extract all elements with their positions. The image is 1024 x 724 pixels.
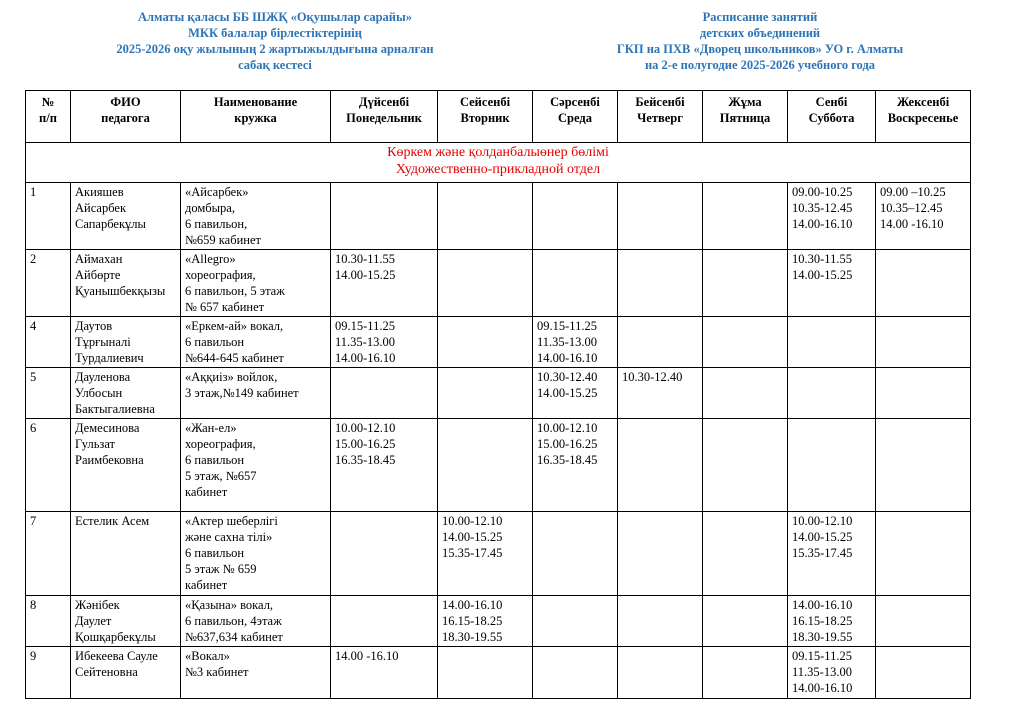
cell-text: Гульзат [75, 437, 116, 451]
cell-text: 09.15-11.25 [335, 319, 395, 333]
cell-text: Қуанышбекқызы [75, 284, 166, 298]
schedule-thursday [618, 250, 703, 317]
schedule-thursday [618, 368, 703, 419]
schedule-monday [331, 250, 438, 317]
row-number: 8 [26, 596, 71, 647]
schedule-sunday [876, 419, 971, 512]
cell-text: 10.30-11.55 [792, 252, 852, 266]
table-row [26, 647, 971, 699]
club-name [181, 419, 331, 512]
schedule-monday [331, 368, 438, 419]
cell-text: 09.15-11.25 [537, 319, 597, 333]
header-label: Вторник [460, 111, 510, 125]
schedule-friday [703, 596, 788, 647]
schedule-sunday [876, 647, 971, 699]
cell-text: 14.00-15.25 [335, 268, 396, 282]
cell-text: Демесинова [75, 421, 140, 435]
cell-text: Тұрғыналі [75, 335, 131, 349]
cell-text: 16.15-18.25 [442, 614, 503, 628]
header-kazakh [75, 9, 475, 73]
cell-text: «Аққиіз» войлок, [185, 370, 278, 384]
schedule-monday [331, 512, 438, 596]
schedule-thursday [618, 317, 703, 368]
cell-text: 18.30-19.55 [792, 630, 853, 644]
cell-text: 5 этаж, №657 [185, 469, 257, 483]
header-label: Сенбі [815, 95, 848, 109]
schedule-sunday [876, 250, 971, 317]
cell-text: 10.30-11.55 [335, 252, 395, 266]
cell-text: 11.35-13.00 [335, 335, 395, 349]
header-line: Расписание занятий [702, 10, 818, 24]
header-line: Алматы қаласы ББ ШЖҚ «Оқушылар сарайы» [137, 10, 413, 24]
header-label: кружка [234, 111, 277, 125]
schedule-monday [331, 317, 438, 368]
cell-text: 10.00-12.10 [537, 421, 598, 435]
col-monday-header [331, 91, 438, 143]
club-name [181, 183, 331, 250]
header-label: п/п [39, 111, 57, 125]
header-label: Понедельник [346, 111, 422, 125]
schedule-saturday [788, 250, 876, 317]
cell-text: 14.00 -16.10 [335, 649, 399, 663]
schedule-wednesday [533, 647, 618, 699]
cell-text: Сапарбекұлы [75, 217, 146, 231]
cell-text: №659 кабинет [185, 233, 261, 247]
teacher-name [71, 250, 181, 317]
schedule-wednesday [533, 250, 618, 317]
schedule-wednesday [533, 596, 618, 647]
cell-text: Аймахан [75, 252, 123, 266]
schedule-saturday [788, 419, 876, 512]
schedule-thursday [618, 647, 703, 699]
cell-text: кабинет [185, 485, 228, 499]
cell-text: 09.00 –10.25 [880, 185, 946, 199]
schedule-saturday [788, 596, 876, 647]
col-saturday-header [788, 91, 876, 143]
header-label: Жұма [728, 95, 762, 109]
club-name [181, 512, 331, 596]
cell-text: Айсарбек [75, 201, 127, 215]
schedule-table [25, 90, 971, 699]
schedule-sunday [876, 512, 971, 596]
cell-text: 15.00-16.25 [537, 437, 598, 451]
schedule-wednesday [533, 183, 618, 250]
club-name [181, 368, 331, 419]
cell-text: Жәнібек [75, 598, 120, 612]
col-number-header [26, 91, 71, 143]
cell-text: 15.35-17.45 [792, 546, 853, 560]
teacher-name [71, 419, 181, 512]
cell-text: Естелик Асем [75, 514, 150, 528]
schedule-monday [331, 647, 438, 699]
schedule-tuesday [438, 419, 533, 512]
schedule-friday [703, 512, 788, 596]
cell-text: Дауленова [75, 370, 131, 384]
schedule-sunday [876, 596, 971, 647]
table-row [26, 183, 971, 250]
cell-text: домбыра, [185, 201, 235, 215]
schedule-saturday [788, 512, 876, 596]
header-label: Воскресенье [887, 111, 959, 125]
header-label: Пятница [719, 111, 771, 125]
cell-text: 6 павильон, 5 этаж [185, 284, 285, 298]
header-label: Суббота [808, 111, 855, 125]
header-label: № [41, 95, 55, 109]
schedule-thursday [618, 419, 703, 512]
cell-text: 16.35-18.45 [335, 453, 396, 467]
row-number: 4 [26, 317, 71, 368]
row-number: 6 [26, 419, 71, 512]
cell-text: кабинет [185, 578, 228, 592]
header-label: ФИО [110, 95, 141, 109]
schedule-tuesday [438, 647, 533, 699]
schedule-saturday [788, 317, 876, 368]
row-number: 7 [26, 512, 71, 596]
schedule-tuesday [438, 183, 533, 250]
schedule-friday [703, 647, 788, 699]
teacher-name [71, 317, 181, 368]
cell-text: 6 павильон, 4этаж [185, 614, 282, 628]
cell-text: 3 этаж,№149 кабинет [185, 386, 299, 400]
col-friday-header [703, 91, 788, 143]
club-name [181, 250, 331, 317]
header-label: Четверг [637, 111, 683, 125]
cell-text: 14.00-16.10 [442, 598, 503, 612]
header-line: 2025-2026 оқу жылының 2 жартыжылдығына арналған [116, 42, 434, 56]
schedule-tuesday [438, 250, 533, 317]
row-number: 1 [26, 183, 71, 250]
cell-text: 6 павильон [185, 546, 245, 560]
cell-text: Улбосын [75, 386, 123, 400]
cell-text: «Жан-ел» [185, 421, 237, 435]
schedule-friday [703, 368, 788, 419]
schedule-saturday [788, 183, 876, 250]
col-sunday-header [876, 91, 971, 143]
header-label: Бейсенбі [635, 95, 685, 109]
table-row [26, 596, 971, 647]
header-line: на 2-е полугодие 2025-2026 учебного года [644, 58, 876, 72]
row-number: 5 [26, 368, 71, 419]
table-row [26, 368, 971, 419]
schedule-saturday [788, 368, 876, 419]
cell-text: және сахна тілі» [185, 530, 273, 544]
section-title-kazakh: Көркем және қолданбалыөнер бөлімі [387, 145, 609, 160]
cell-text: №637,634 кабинет [185, 630, 283, 644]
schedule-sunday [876, 317, 971, 368]
schedule-saturday [788, 647, 876, 699]
schedule-thursday [618, 183, 703, 250]
row-number: 9 [26, 647, 71, 699]
cell-text: 6 павильон, [185, 217, 248, 231]
schedule-friday [703, 317, 788, 368]
table-row [26, 250, 971, 317]
cell-text: № 657 кабинет [185, 300, 265, 314]
schedule-tuesday [438, 368, 533, 419]
header-label: Сәрсенбі [550, 95, 600, 109]
schedule-thursday [618, 512, 703, 596]
col-thursday-header [618, 91, 703, 143]
cell-text: 09.15-11.25 [792, 649, 852, 663]
schedule-wednesday [533, 317, 618, 368]
schedule-monday [331, 419, 438, 512]
schedule-sunday [876, 368, 971, 419]
header-line: сабақ кестесі [238, 58, 312, 72]
cell-text: 14.00 -16.10 [880, 217, 944, 231]
cell-text: 10.30-12.40 [622, 370, 683, 384]
cell-text: Бактыгалиевна [75, 402, 155, 416]
cell-text: 18.30-19.55 [442, 630, 503, 644]
cell-text: 14.00-15.25 [537, 386, 598, 400]
teacher-name [71, 368, 181, 419]
cell-text: №644-645 кабинет [185, 351, 284, 365]
schedule-tuesday [438, 512, 533, 596]
club-name [181, 596, 331, 647]
schedule-friday [703, 183, 788, 250]
header-line: ГКП на ПХВ «Дворец школьников» УО г. Алматы [616, 42, 904, 56]
schedule-friday [703, 250, 788, 317]
cell-text: 11.35-13.00 [792, 665, 852, 679]
cell-text: хореография, [185, 268, 256, 282]
cell-text: Ибекеева Сауле [75, 649, 158, 663]
cell-text: 10.00-12.10 [335, 421, 396, 435]
club-name [181, 647, 331, 699]
table-header-row [26, 91, 971, 143]
cell-text: 14.00-16.10 [335, 351, 396, 365]
cell-text: 16.35-18.45 [537, 453, 598, 467]
col-wednesday-header [533, 91, 618, 143]
cell-text: «Қазына» вокал, [185, 598, 274, 612]
header-label: педагога [101, 111, 150, 125]
cell-text: 10.30-12.40 [537, 370, 598, 384]
table-row [26, 419, 971, 512]
cell-text: «Актер шеберлігі [185, 514, 278, 528]
schedule-sunday [876, 183, 971, 250]
teacher-name [71, 647, 181, 699]
header-label: Наименование [213, 95, 298, 109]
schedule-wednesday [533, 512, 618, 596]
header-label: Жексенбі [896, 95, 950, 109]
cell-text: «Еркем-ай» вокал, [185, 319, 284, 333]
schedule-tuesday [438, 317, 533, 368]
cell-text: 10.35–12.45 [880, 201, 943, 215]
cell-text: «Айсарбек» [185, 185, 249, 199]
table-row [26, 512, 971, 596]
cell-text: 15.35-17.45 [442, 546, 503, 560]
col-teacher-header [71, 91, 181, 143]
header-line: детских объединений [699, 26, 821, 40]
cell-text: 14.00-15.25 [792, 268, 853, 282]
cell-text: 14.00-16.10 [792, 217, 853, 231]
schedule-friday [703, 419, 788, 512]
cell-text: Сейтеновна [75, 665, 138, 679]
cell-text: «Allegro» [185, 252, 236, 266]
cell-text: 11.35-13.00 [537, 335, 597, 349]
section-title-russian: Художественно-прикладной отдел [395, 162, 601, 177]
cell-text: Даутов [75, 319, 113, 333]
header-russian [560, 9, 960, 73]
col-tuesday-header [438, 91, 533, 143]
teacher-name [71, 512, 181, 596]
cell-text: 16.15-18.25 [792, 614, 853, 628]
cell-text: хореография, [185, 437, 256, 451]
cell-text: 09.00-10.25 [792, 185, 853, 199]
header-label: Сейсенбі [459, 95, 511, 109]
cell-text: Турдалиевич [75, 351, 144, 365]
cell-text: 10.00-12.10 [442, 514, 503, 528]
cell-text: 10.35-12.45 [792, 201, 853, 215]
cell-text: Айбөрте [75, 268, 121, 282]
cell-text: 10.00-12.10 [792, 514, 853, 528]
schedule-wednesday [533, 368, 618, 419]
cell-text: №3 кабинет [185, 665, 249, 679]
table-row [26, 317, 971, 368]
header-line: МКК балалар бірлестіктерінің [188, 26, 362, 40]
cell-text: 14.00-15.25 [792, 530, 853, 544]
cell-text: 14.00-16.10 [537, 351, 598, 365]
cell-text: Акияшев [75, 185, 124, 199]
header-label: Среда [558, 111, 592, 125]
cell-text: 6 павильон [185, 453, 245, 467]
row-number: 2 [26, 250, 71, 317]
cell-text: 14.00-15.25 [442, 530, 503, 544]
cell-text: 6 павильон [185, 335, 245, 349]
cell-text: Даулет [75, 614, 112, 628]
teacher-name [71, 596, 181, 647]
section-row [26, 143, 971, 183]
header-label: Дүйсенбі [358, 95, 410, 109]
cell-text: Қошқарбекұлы [75, 630, 156, 644]
cell-text: 5 этаж № 659 [185, 562, 257, 576]
cell-text: Раимбековна [75, 453, 144, 467]
teacher-name [71, 183, 181, 250]
schedule-monday [331, 596, 438, 647]
cell-text: 15.00-16.25 [335, 437, 396, 451]
cell-text: 14.00-16.10 [792, 598, 853, 612]
section-title [26, 143, 971, 183]
schedule-thursday [618, 596, 703, 647]
schedule-monday [331, 183, 438, 250]
schedule-tuesday [438, 596, 533, 647]
cell-text: 14.00-16.10 [792, 681, 853, 695]
club-name [181, 317, 331, 368]
schedule-wednesday [533, 419, 618, 512]
cell-text: «Вокал» [185, 649, 230, 663]
col-club-header [181, 91, 331, 143]
